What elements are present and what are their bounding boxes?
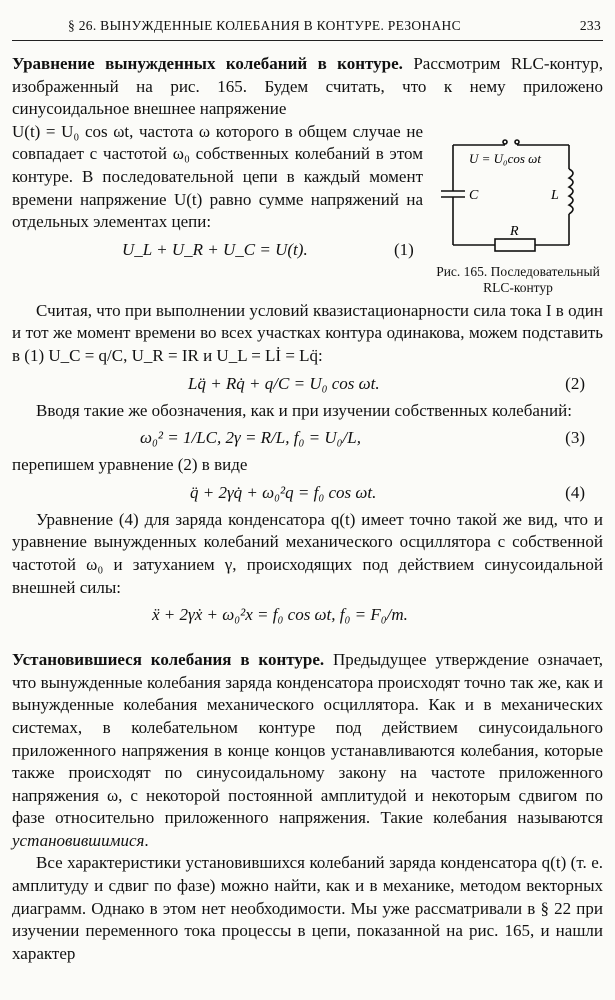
equation-3 — [12, 422, 603, 454]
equation-1 — [12, 234, 603, 266]
paragraph-vector-diagrams: Все характеристики установившихся колебаний заряда конденсатора q(t) (т. е. амплитуду и сдвиг по фазе) можно найти, как и в механике, методом векторных диаграмм. Однако в этом нет необходимости. Мы уже рассматривали в § 22 при изучении переменного тока процессы в цепи, показанной на рис. 165, и нашли характер — [12, 853, 603, 963]
page-number: 233 — [579, 18, 601, 33]
resistor-label: R — [510, 223, 519, 239]
equation-1-number: (1) — [394, 239, 414, 259]
section1-text-a: Рассмотрим RLC-контур, изображенный на рис. 165. Будем считать, что к нему приложено синусоидальное внешнее напряжение — [12, 54, 604, 119]
equation-1-formula: U_L + U_R + U_C = U(t). — [122, 239, 308, 259]
source-voltage-label: U = U₀cos ωt — [469, 150, 541, 166]
capacitor-label: C — [469, 187, 479, 203]
book-page — [12, 12, 603, 965]
inductor-label: L — [551, 187, 559, 203]
section2-text-a: Предыдущее утверждение означает, что вынужденные колебания заряда конденсатора происходят точно так же, как и вынужденные колебания механического осциллятора. Как и в механических системах, в колебательном контуре под действием синусоидального приложенного напряжения в конце концов устанавливаются колебания, которые также происходят по синусоидальному закону на частоте приложенного напряжения ω, с некоторой постоянной амплитудой и некоторым сдвигом по фазе относительно приложенного напряжения. Такие колебания называются — [12, 650, 603, 828]
equation-3-number: (3) — [565, 428, 585, 448]
equation-5-formula: ẍ + 2γẋ + ω₀²x = f₀ cos ωt, f₀ = F₀/m. — [152, 605, 408, 625]
section-steady-state — [12, 649, 603, 965]
equation-4 — [12, 477, 603, 509]
running-header — [12, 12, 603, 41]
header-title: § 26. ВЫНУЖДЕННЫЕ КОЛЕБАНИЯ В КОНТУРЕ. РЕЗОНАНС — [68, 18, 461, 33]
section2-end: . — [144, 830, 149, 850]
section1-intro — [12, 53, 603, 121]
equation-5 — [12, 599, 603, 631]
section2-term: установившимися — [12, 830, 145, 850]
figure-rlc-circuit — [433, 127, 603, 296]
equation-2 — [12, 368, 603, 400]
section1-heading: Уравнение вынужденных колебаний в контуре. — [12, 54, 403, 73]
paragraph-notation: Вводя такие же обозначения, как и при изучении собственных колебаний: — [36, 400, 572, 420]
equation-3-formula: ω₀² = 1/LC, 2γ = R/L, f₀ = U₀/L, — [140, 428, 361, 448]
equation-2-formula: Lq̈ + Rq̇ + q/C = U₀ cos ωt. — [188, 373, 380, 393]
section2-heading: Установившиеся колебания в контуре. — [12, 650, 325, 670]
section-forced-oscillations — [12, 53, 603, 631]
equation-4-number: (4) — [565, 482, 585, 502]
section2-paragraph — [12, 649, 603, 852]
figure-caption: Рис. 165. Последовательный RLC-контур — [436, 263, 600, 295]
equation-4-formula: q̈ + 2γq̇ + ω₀²q = f₀ cos ωt. — [190, 482, 377, 502]
paragraph-rewrite: перепишем уравнение (2) в виде — [12, 455, 248, 475]
section1-text-b: U(t) = U₀ cos ωt, частота ω которого в общем случае не совпадает с частотой ω₀ собственных колебаний в этом контуре. В последовательной цепи в каждый момент времени напряжение U(t) равно сумме напряжений на отдельных элементах цепи: — [12, 121, 423, 232]
paragraph-mechanical-analogy: Уравнение (4) для заряда конденсатора q(t) имеет точно такой же вид, что и уравнение вынужденных колебаний механического осциллятора с собственной частотой ω₀ и затуханием γ, происходящих под действием синусоидальной внешней силы: — [12, 509, 603, 597]
equation-2-number: (2) — [565, 373, 585, 393]
paragraph-quasistationary: Считая, что при выполнении условий квазистационарности сила тока I в один и тот же момент времени во всех участках контура одинакова, можем подставить в (1) U_C = q/C, U_R = IR и U_L = Lİ = Lq̈: — [12, 300, 603, 365]
